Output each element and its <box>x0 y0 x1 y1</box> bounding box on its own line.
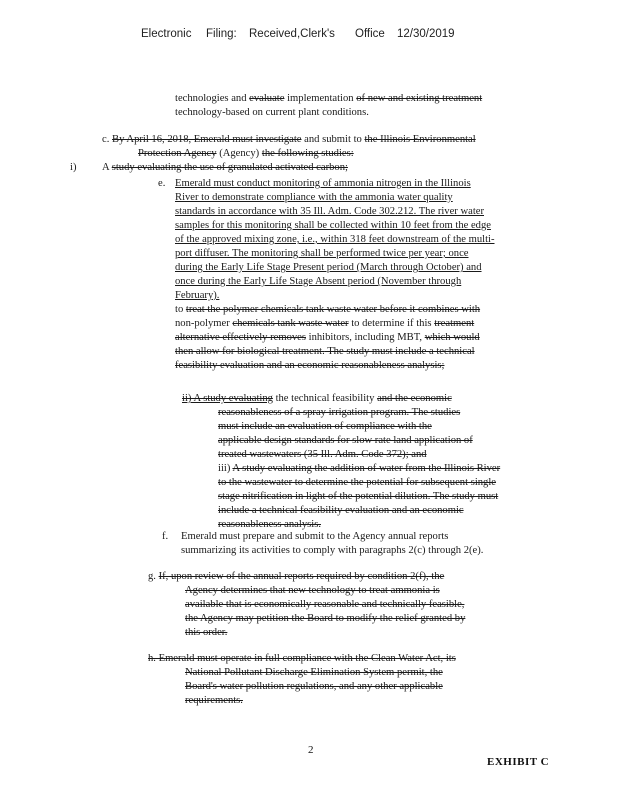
text-line: once during the Early Life Stage Absent period (November through <box>175 276 462 287</box>
text-line: during the Early Life Stage Present period (March through October) and <box>175 262 482 273</box>
text-line: Emerald must prepare and submit to the Agency annual reports <box>181 531 449 542</box>
text-line: River to demonstrate compliance with the ammonia water quality <box>175 192 453 203</box>
text-line: g. If, upon review of the annual reports required by condition 2(f), the <box>148 571 445 582</box>
text-line: technologies and evaluate implementation of new and existing treatment <box>175 93 483 104</box>
page-number: 2 <box>308 744 314 756</box>
text-line: the Agency may petition the Board to modify the relief granted by <box>185 613 466 624</box>
text-line: February). <box>175 290 220 301</box>
list-marker: e. <box>158 178 166 189</box>
text-line: reasonableness analysis. <box>218 519 321 530</box>
text-line: Board's water pollution regulations, and any other applicable <box>185 681 443 692</box>
text-line: include a technical feasibility evaluation and an economic <box>218 505 464 516</box>
text-line: this order. <box>185 627 228 638</box>
header-date: 12/30/2019 <box>397 28 455 40</box>
text-line: National Pollutant Discharge Elimination System permit, the <box>185 667 443 678</box>
header-office: Office <box>355 28 385 40</box>
exhibit-label: EXHIBIT C <box>487 756 550 768</box>
text-line: to treat the polymer chemicals tank waste water before it combines with <box>175 304 481 315</box>
text-line: to the wastewater to determine the potential for subsequent single <box>218 477 497 488</box>
text-line: h. Emerald must operate in full compliance with the Clean Water Act, its <box>148 653 456 664</box>
text-line: samples for this monitoring shall be collected within 10 feet from the edge <box>175 220 491 231</box>
text-line: standards in accordance with 35 Ill. Adm. Code 302.212. The river water <box>175 206 484 217</box>
text-line: reasonableness of a spray irrigation program. The studies <box>218 407 461 418</box>
text-line: Agency determines that new technology to treat ammonia is <box>185 585 440 596</box>
text-line: stage nitrification in light of the potential dilution. The study must <box>218 491 499 502</box>
text-line: feasibility evaluation and an economic reasonableness analysis; <box>175 360 445 371</box>
text-line: alternative effectively removes inhibitors, including MBT, which would <box>175 332 480 343</box>
text-line: available that is economically reasonable and technically feasible, <box>185 599 465 610</box>
text-line: iii) A study evaluating the addition of water from the Illinois River <box>218 463 501 474</box>
text-line: Emerald must conduct monitoring of ammonia nitrogen in the Illinois <box>175 178 471 189</box>
text-line: port diffuser. The monitoring shall be performed twice per year; once <box>175 248 469 259</box>
text-line: must include an evaluation of compliance with the <box>218 421 432 432</box>
text-line: then allow for biological treatment. The study must include a technical <box>175 346 475 357</box>
text-line: ii) A study evaluating the technical feasibility and the economic <box>182 393 452 404</box>
text-line: requirements. <box>185 695 243 706</box>
header-received: Received,Clerk's <box>249 28 335 40</box>
text-line: of the approved mixing zone, i.e., within 318 feet downstream of the multi- <box>175 234 495 245</box>
header-electronic: Electronic <box>141 28 192 40</box>
text-line: summarizing its activities to comply with paragraphs 2(c) through 2(e). <box>181 545 484 556</box>
text-line: non-polymer chemicals tank waste water to determine if this treatment <box>175 318 475 329</box>
text-line: technology-based on current plant conditions. <box>175 107 369 118</box>
text-line: treated wastewaters (35 Ill. Adm. Code 372); and <box>218 449 427 460</box>
list-marker: f. <box>162 531 169 542</box>
header-filing: Filing: <box>206 28 237 40</box>
text-line: c. By April 16, 2018, Emerald must investigate and submit to the Illinois Environmental <box>102 134 476 145</box>
text-line: A study evaluating the use of granulated activated carbon; <box>102 162 348 173</box>
text-line: Protection Agency (Agency) the following studies: <box>138 148 354 159</box>
text-line: applicable design standards for slow rate land application of <box>218 435 473 446</box>
list-marker: i) <box>70 162 77 173</box>
